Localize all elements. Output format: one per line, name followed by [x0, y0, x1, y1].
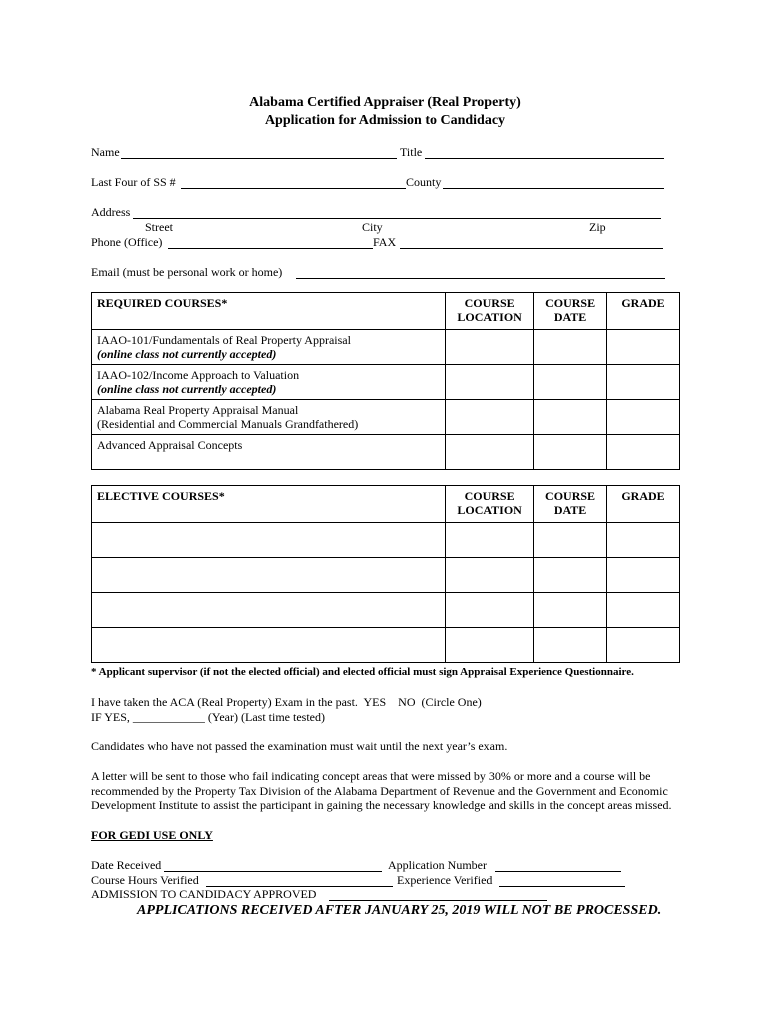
- course-name: Alabama Real Property Appraisal Manual: [97, 403, 299, 417]
- course-name: Advanced Appraisal Concepts: [97, 438, 243, 452]
- table-row: [92, 330, 680, 365]
- admission-approved-label: ADMISSION TO CANDIDACY APPROVED: [91, 887, 317, 901]
- table-row: [92, 400, 680, 435]
- course-location-header-line2: LOCATION: [457, 310, 522, 324]
- course-location-cell[interactable]: [446, 330, 534, 365]
- course-location-cell[interactable]: [446, 558, 534, 593]
- date-received-field[interactable]: [164, 871, 382, 872]
- course-date-cell[interactable]: [534, 523, 607, 558]
- grade-cell[interactable]: [607, 523, 680, 558]
- course-name-cell: [92, 365, 446, 400]
- elective-courses-header: ELECTIVE COURSES*: [92, 486, 446, 523]
- letter-paragraph: A letter will be sent to those who fail indicating concept areas that were missed by 30% or more and a course will be recommended by the Property Tax Division of the Alabama Department of Revenue and the Government and Economic Development Institute to assist the participant in gaining the necessary knowledge and skills in the concept areas missed.: [91, 769, 672, 813]
- form-title-line1: Alabama Certified Appraiser (Real Property): [249, 95, 521, 110]
- course-note: (online class not currently accepted): [97, 382, 277, 396]
- form-title-line2: Application for Admission to Candidacy: [264, 113, 506, 128]
- course-date-cell[interactable]: [534, 593, 607, 628]
- grade-cell[interactable]: [607, 628, 680, 663]
- elective-courses-table: [91, 485, 680, 663]
- grade-cell[interactable]: [607, 593, 680, 628]
- course-location-cell[interactable]: [446, 628, 534, 663]
- name-field[interactable]: [121, 158, 397, 159]
- course-date-cell[interactable]: [534, 330, 607, 365]
- gedi-heading: FOR GEDI USE ONLY: [91, 828, 213, 842]
- course-location-cell[interactable]: [446, 400, 534, 435]
- email-field[interactable]: [296, 278, 665, 279]
- required-courses-header: REQUIRED COURSES*: [92, 293, 446, 330]
- table-row: [92, 523, 680, 558]
- course-date-cell[interactable]: [534, 365, 607, 400]
- course-hours-label: Course Hours Verified: [91, 873, 199, 887]
- required-courses-table: [91, 292, 680, 470]
- county-label: County: [406, 175, 442, 189]
- exam-question: I have taken the ACA (Real Property) Exam in the past. YES NO (Circle One): [91, 695, 482, 709]
- ss-label: Last Four of SS #: [91, 175, 176, 189]
- course-date-header: [534, 293, 607, 330]
- phone-field[interactable]: [168, 248, 373, 249]
- course-name-cell[interactable]: [92, 558, 446, 593]
- course-name-cell[interactable]: [92, 523, 446, 558]
- date-received-label: Date Received: [91, 858, 162, 872]
- course-location-cell[interactable]: [446, 365, 534, 400]
- phone-label: Phone (Office): [91, 235, 163, 249]
- course-name: IAAO-102/Income Approach to Valuation: [97, 368, 300, 382]
- title-field[interactable]: [425, 158, 664, 159]
- course-location-header-line2: LOCATION: [457, 503, 522, 517]
- course-date-header-line2: DATE: [553, 503, 587, 517]
- zip-label: Zip: [589, 220, 606, 234]
- course-date-header-line1: COURSE: [545, 296, 596, 310]
- course-date-header: [534, 486, 607, 523]
- fax-field[interactable]: [400, 248, 663, 249]
- course-date-header-line1: COURSE: [545, 489, 596, 503]
- course-name-cell: [92, 330, 446, 365]
- course-location-header-line1: COURSE: [464, 489, 515, 503]
- city-label: City: [362, 220, 383, 234]
- course-location-header: [446, 486, 534, 523]
- wait-notice: Candidates who have not passed the examination must wait until the next year’s exam.: [91, 739, 508, 753]
- course-name-cell: [92, 435, 446, 470]
- table-row: [92, 558, 680, 593]
- deadline-notice: APPLICATIONS RECEIVED AFTER JANUARY 25, 2019 WILL NOT BE PROCESSED.: [137, 903, 662, 918]
- course-location-cell[interactable]: [446, 523, 534, 558]
- grade-cell[interactable]: [607, 558, 680, 593]
- admission-approved-field[interactable]: [329, 900, 547, 901]
- name-label: Name: [91, 145, 120, 159]
- table-row: [92, 435, 680, 470]
- course-date-cell[interactable]: [534, 400, 607, 435]
- title-label: Title: [400, 145, 423, 159]
- application-number-label: Application Number: [388, 858, 487, 872]
- county-field[interactable]: [443, 188, 664, 189]
- experience-verified-field[interactable]: [499, 886, 625, 887]
- supervisor-note: * Applicant supervisor (if not the elected official) and elected official must sign Appraisal Experience Questionnaire.: [91, 666, 634, 678]
- street-label: Street: [145, 220, 173, 234]
- course-note: (online class not currently accepted): [97, 347, 277, 361]
- grade-header: GRADE: [607, 486, 680, 523]
- course-date-cell[interactable]: [534, 558, 607, 593]
- course-name-cell[interactable]: [92, 593, 446, 628]
- course-location-header-line1: COURSE: [464, 296, 515, 310]
- course-location-header: [446, 293, 534, 330]
- table-row: [92, 593, 680, 628]
- grade-cell[interactable]: [607, 365, 680, 400]
- ss-field[interactable]: [181, 188, 406, 189]
- course-location-cell[interactable]: [446, 593, 534, 628]
- grade-cell[interactable]: [607, 435, 680, 470]
- application-number-field[interactable]: [495, 871, 621, 872]
- course-name-cell: [92, 400, 446, 435]
- course-note: (Residential and Commercial Manuals Grandfathered): [97, 417, 359, 431]
- address-label: Address: [91, 205, 131, 219]
- table-row: [92, 365, 680, 400]
- grade-cell[interactable]: [607, 330, 680, 365]
- table-row: [92, 628, 680, 663]
- grade-header: GRADE: [607, 293, 680, 330]
- course-date-cell[interactable]: [534, 628, 607, 663]
- grade-cell[interactable]: [607, 400, 680, 435]
- course-location-cell[interactable]: [446, 435, 534, 470]
- course-date-header-line2: DATE: [553, 310, 587, 324]
- address-field[interactable]: [133, 218, 661, 219]
- experience-verified-label: Experience Verified: [397, 873, 493, 887]
- email-label: Email (must be personal work or home): [91, 265, 283, 279]
- exam-year: IF YES, ____________ (Year) (Last time tested): [91, 710, 325, 724]
- fax-label: FAX: [373, 235, 397, 249]
- course-name-cell[interactable]: [92, 628, 446, 663]
- course-date-cell[interactable]: [534, 435, 607, 470]
- course-name: IAAO-101/Fundamentals of Real Property Appraisal: [97, 333, 351, 347]
